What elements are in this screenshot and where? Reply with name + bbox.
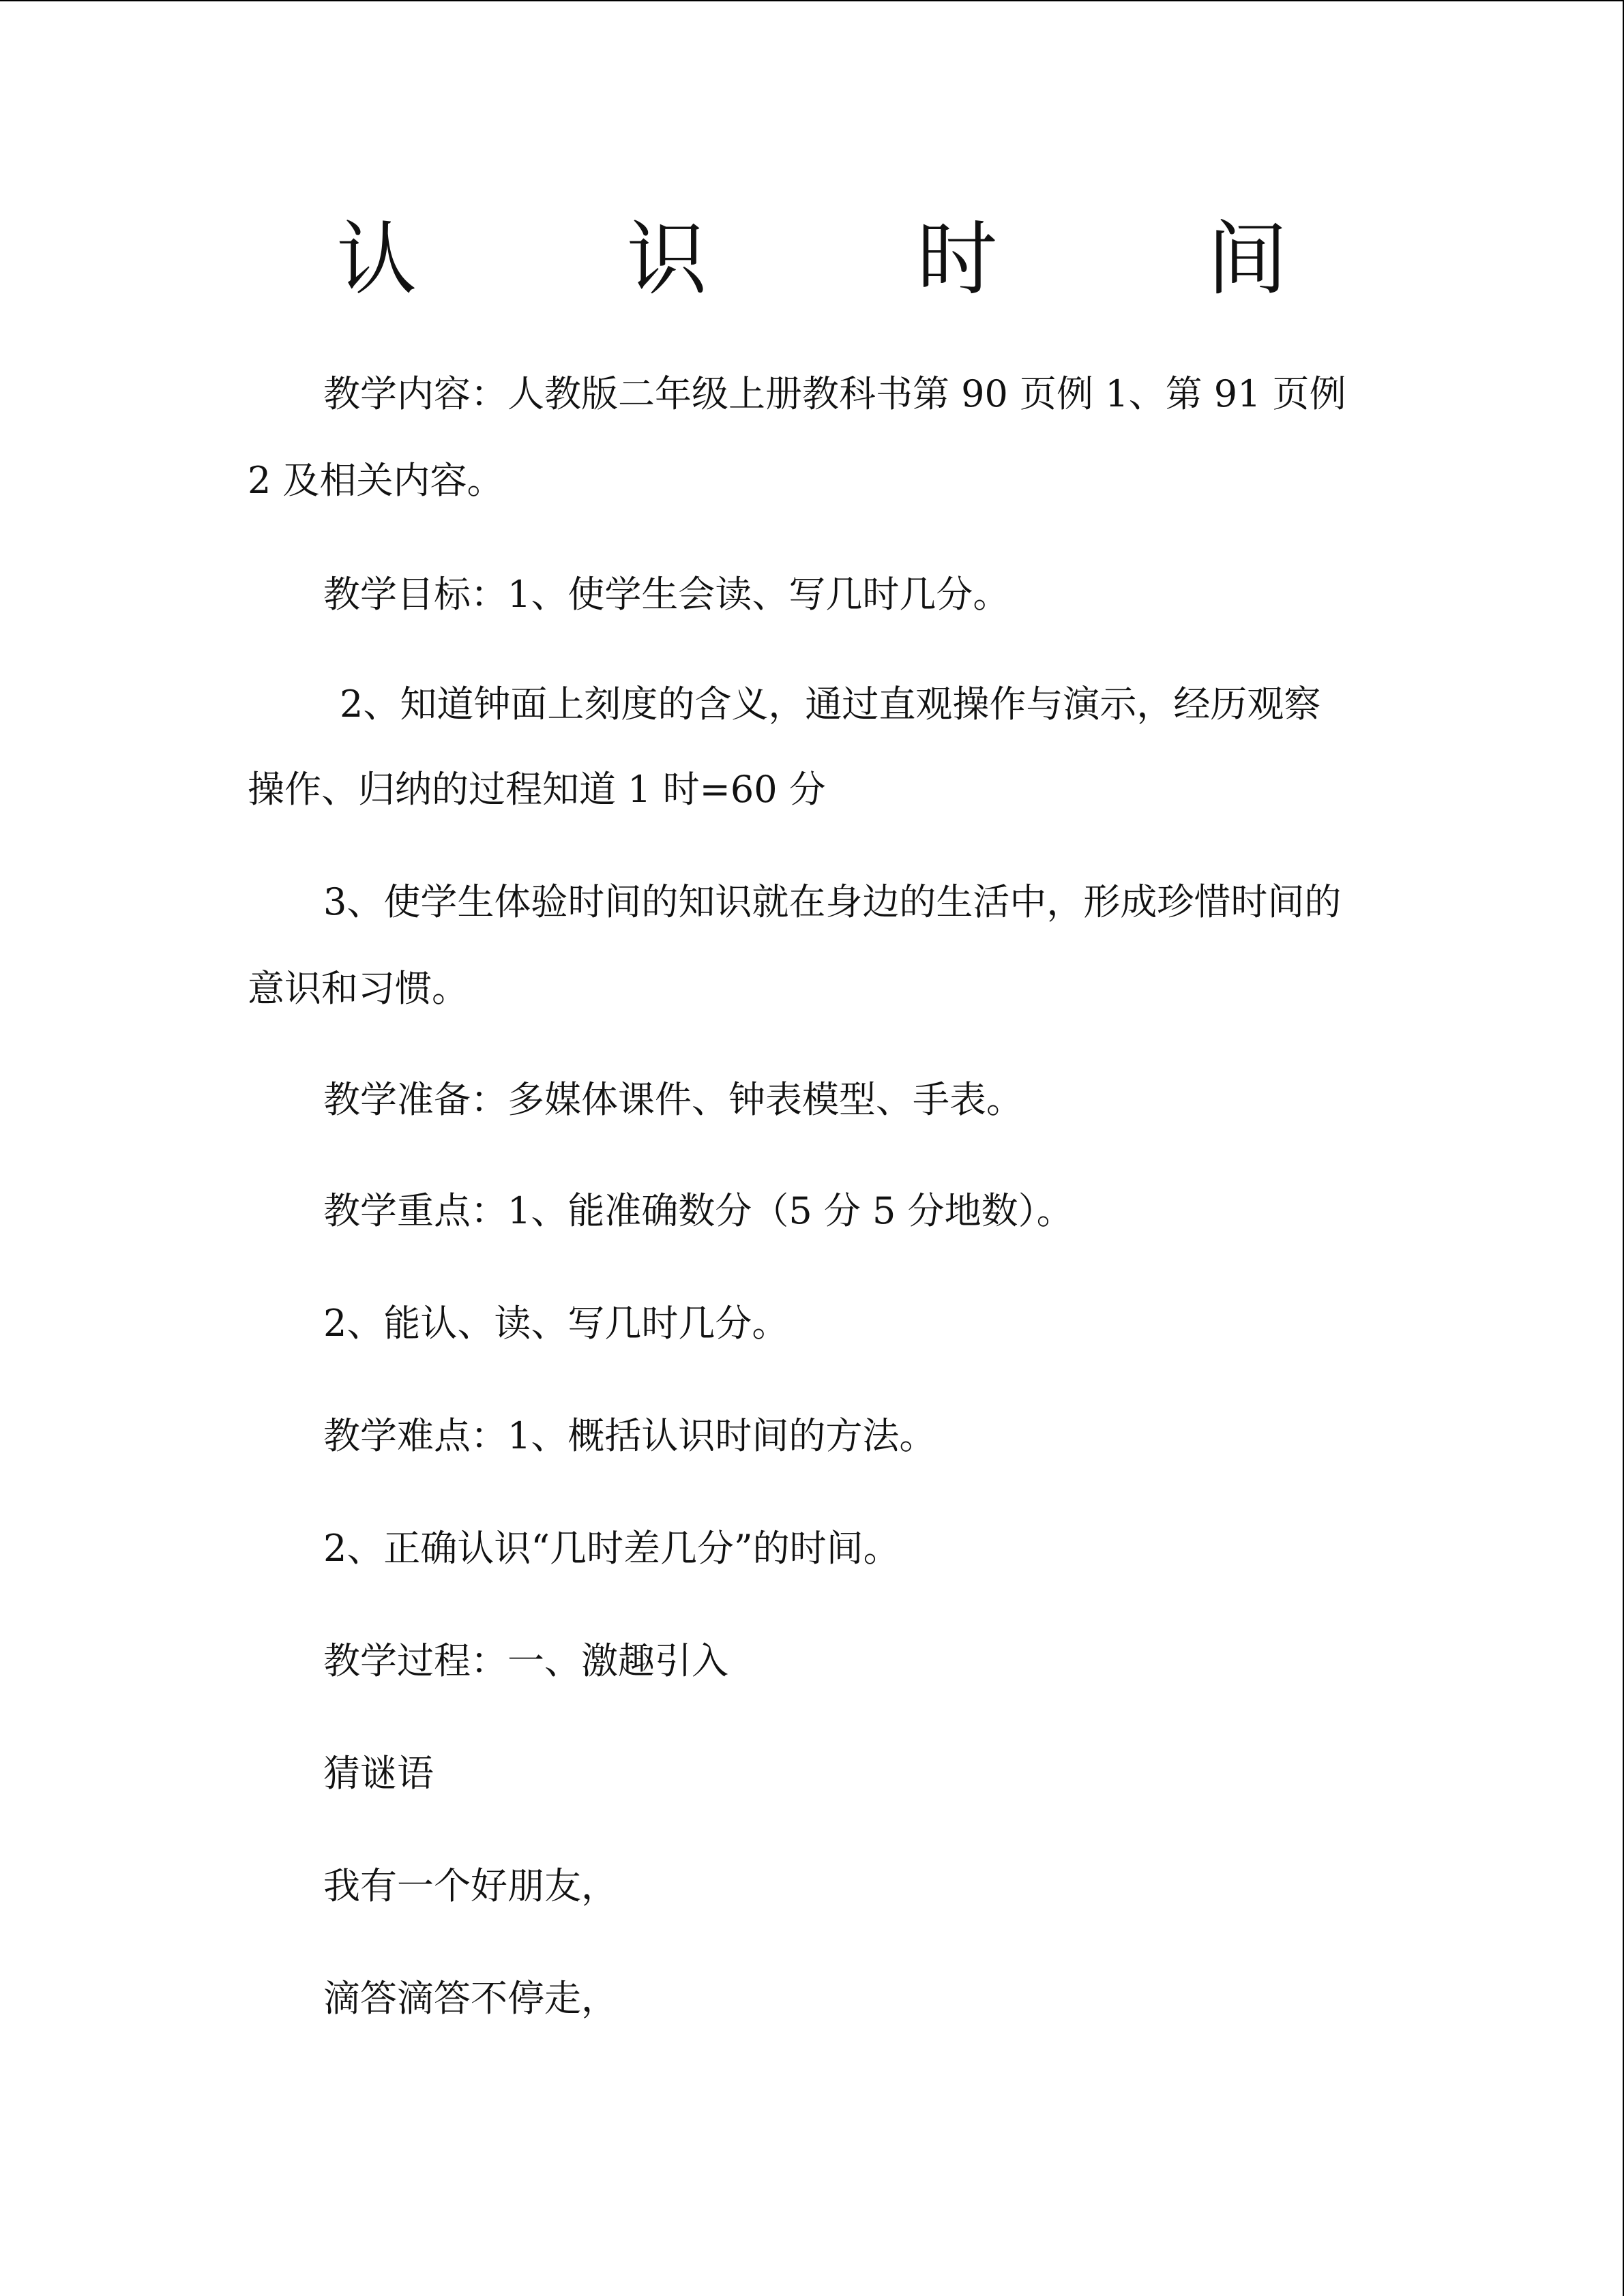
paragraph-line: 教学准备：多媒体课件、钟表模型、手表。 bbox=[323, 1078, 1023, 1121]
paragraph-line: 3、使学生体验时间的知识就在身边的生活中，形成珍惜时间的 bbox=[323, 880, 1342, 923]
paragraph-line: 教学内容：人教版二年级上册教科书第 90 页例 1、第 91 页例 bbox=[323, 372, 1346, 415]
paragraph-line: 2、正确认识“几时差几分”的时间。 bbox=[323, 1527, 900, 1570]
paragraph-line: 教学难点：1、概括认识时间的方法。 bbox=[323, 1414, 936, 1457]
paragraph-line: 猜谜语 bbox=[323, 1752, 434, 1795]
paragraph-line: 2、知道钟面上刻度的含义，通过直观操作与演示，经历观察 bbox=[340, 683, 1321, 726]
paragraph-line: 操作、归纳的过程知道 1 时=60 分 bbox=[248, 768, 826, 811]
paragraph-line: 教学过程：一、激趣引入 bbox=[323, 1639, 728, 1682]
paragraph-line: 意识和习惯。 bbox=[248, 967, 469, 1010]
paragraph-line: 教学重点：1、能准确数分（5 分 5 分地数）。 bbox=[323, 1189, 1074, 1232]
paragraph-line: 2 及相关内容。 bbox=[248, 459, 504, 502]
paragraph-line: 滴答滴答不停走， bbox=[323, 1977, 618, 2020]
paragraph-line: 教学目标：1、使学生会读、写几时几分。 bbox=[323, 573, 1010, 616]
paragraph-line: 2、能认、读、写几时几分。 bbox=[323, 1302, 789, 1345]
paragraph-line: 我有一个好朋友， bbox=[323, 1864, 618, 1907]
document-title: 认 识 时 间 bbox=[336, 212, 1380, 306]
